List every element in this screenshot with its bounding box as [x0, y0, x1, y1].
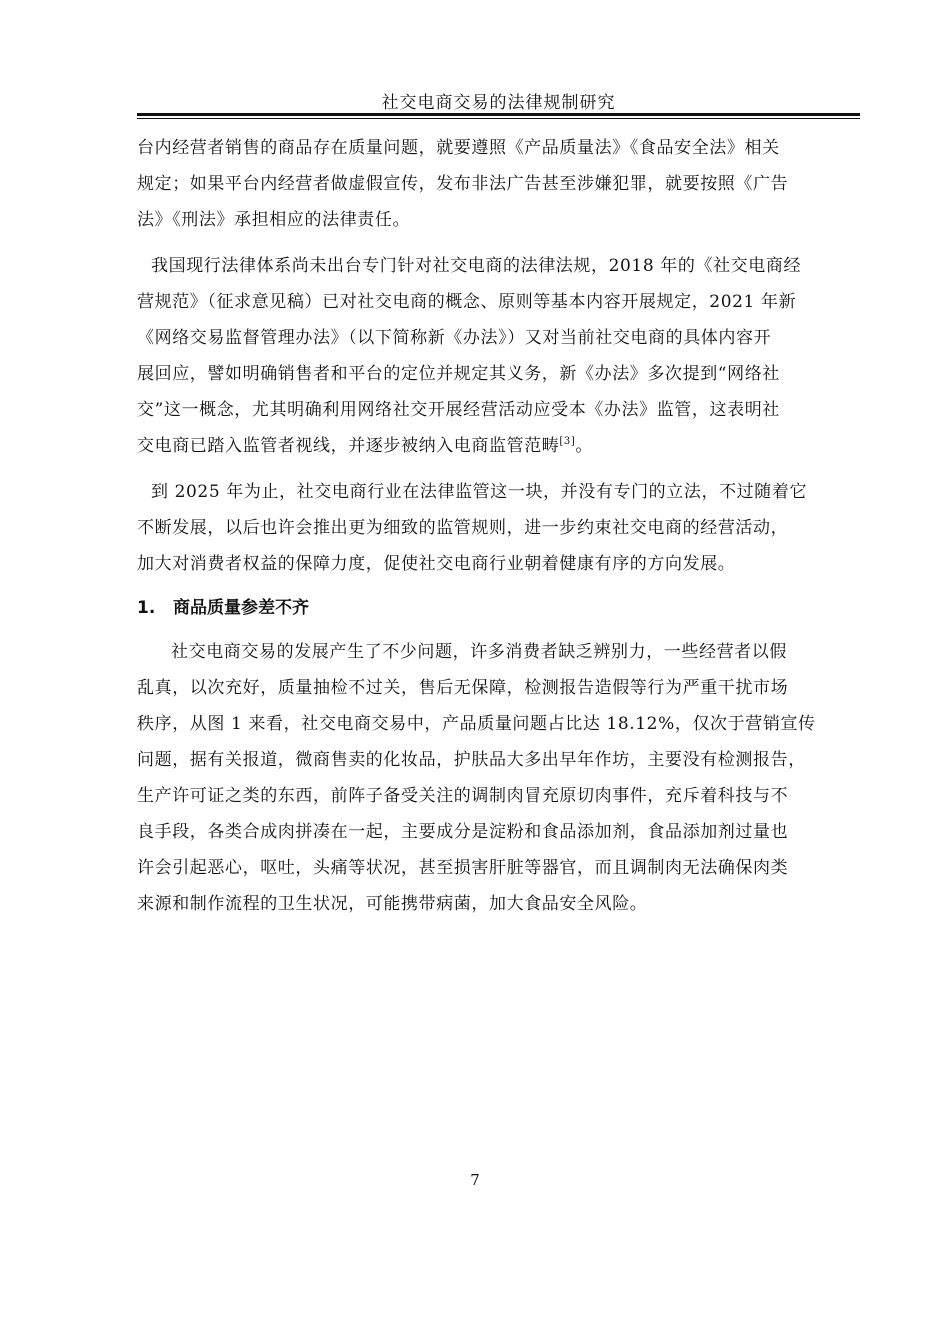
text-line: 加大对消费者权益的保障力度，促使社交电商行业朝着健康有序的方向发展。	[137, 554, 736, 574]
text-line: 问题，据有关报道，微商售卖的化妆品，护肤品大多出早年作坊，主要没有检测报告，	[137, 750, 806, 770]
text-line: 秩序，从图 1 来看，社交电商交易中，产品质量问题占比达 18.12%，仅次于营销宣传	[137, 714, 816, 734]
text-line: 不断发展，以后也许会推出更为细致的监管规则，进一步约束社交电商的经营活动，	[137, 518, 789, 538]
section-title: 商品质量参差不齐	[173, 598, 309, 618]
text-line: 营规范》（征求意见稿）已对社交电商的概念、原则等基本内容开展规定，2021 年新	[137, 292, 797, 312]
text-line: 到 2025 年为止，社交电商行业在法律监管这一块，并没有专门的立法，不过随着它	[151, 482, 808, 502]
paragraph-3	[137, 474, 862, 582]
text-line: 来源和制作流程的卫生状况，可能携带病菌，加大食品安全风险。	[137, 894, 648, 914]
text-line: 社交电商交易的发展产生了不少问题，许多消费者缺乏辨别力，一些经营者以假	[171, 642, 787, 662]
running-header-title: 社交电商交易的法律规制研究	[381, 93, 616, 113]
paragraph-4	[137, 634, 862, 922]
text-line-content: 交电商已踏入监管者视线，并逐步被纳入电商监管范畴	[137, 436, 560, 456]
paragraph-1	[137, 130, 862, 238]
text-line	[137, 428, 862, 464]
text-line: 交”这一概念，尤其明确利用网络社交开展经营活动应受本《办法》监管，这表明社	[137, 400, 780, 420]
text-line: 乱真，以次充好，质量抽检不过关，售后无保障，检测报告造假等行为严重干扰市场	[137, 678, 789, 698]
text-line: 生产许可证之类的东西，前阵子备受关注的调制肉冒充原切肉事件，充斥着科技与不	[137, 786, 789, 806]
text-line: 《网络交易监督管理办法》（以下简称新《办法》）又对当前社交电商的具体内容开	[137, 328, 772, 348]
text-line: 法》《刑法》承担相应的法律责任。	[137, 210, 411, 230]
section-number: 1.	[137, 598, 156, 618]
header-rule-thin	[137, 118, 860, 119]
text-line: 展回应，譬如明确销售者和平台的定位并规定其义务，新《办法》多次提到“网络社	[137, 364, 780, 384]
text-line: 我国现行法律体系尚未出台专门针对社交电商的法律法规，2018 年的《社交电商经	[151, 256, 802, 276]
citation-reference: [3]	[559, 436, 576, 447]
sentence-end: 。	[575, 436, 593, 456]
text-line: 良手段，各类合成肉拼凑在一起，主要成分是淀粉和食品添加剂，食品添加剂过量也	[137, 822, 789, 842]
header-rule-thick	[137, 113, 860, 116]
body-text	[137, 130, 862, 922]
section-heading	[137, 590, 862, 626]
page-number: 7	[470, 1171, 480, 1189]
text-line: 台内经营者销售的商品存在质量问题，就要遵照《产品质量法》《食品安全法》相关	[137, 138, 780, 158]
paragraph-2	[137, 248, 862, 464]
text-line: 规定；如果平台内经营者做虚假宣传，发布非法广告甚至涉嫌犯罪，就要按照《广告	[137, 174, 789, 194]
text-line: 许会引起恶心，呕吐，头痛等状况，甚至损害肝脏等器官，而且调制肉无法确保肉类	[137, 858, 789, 878]
